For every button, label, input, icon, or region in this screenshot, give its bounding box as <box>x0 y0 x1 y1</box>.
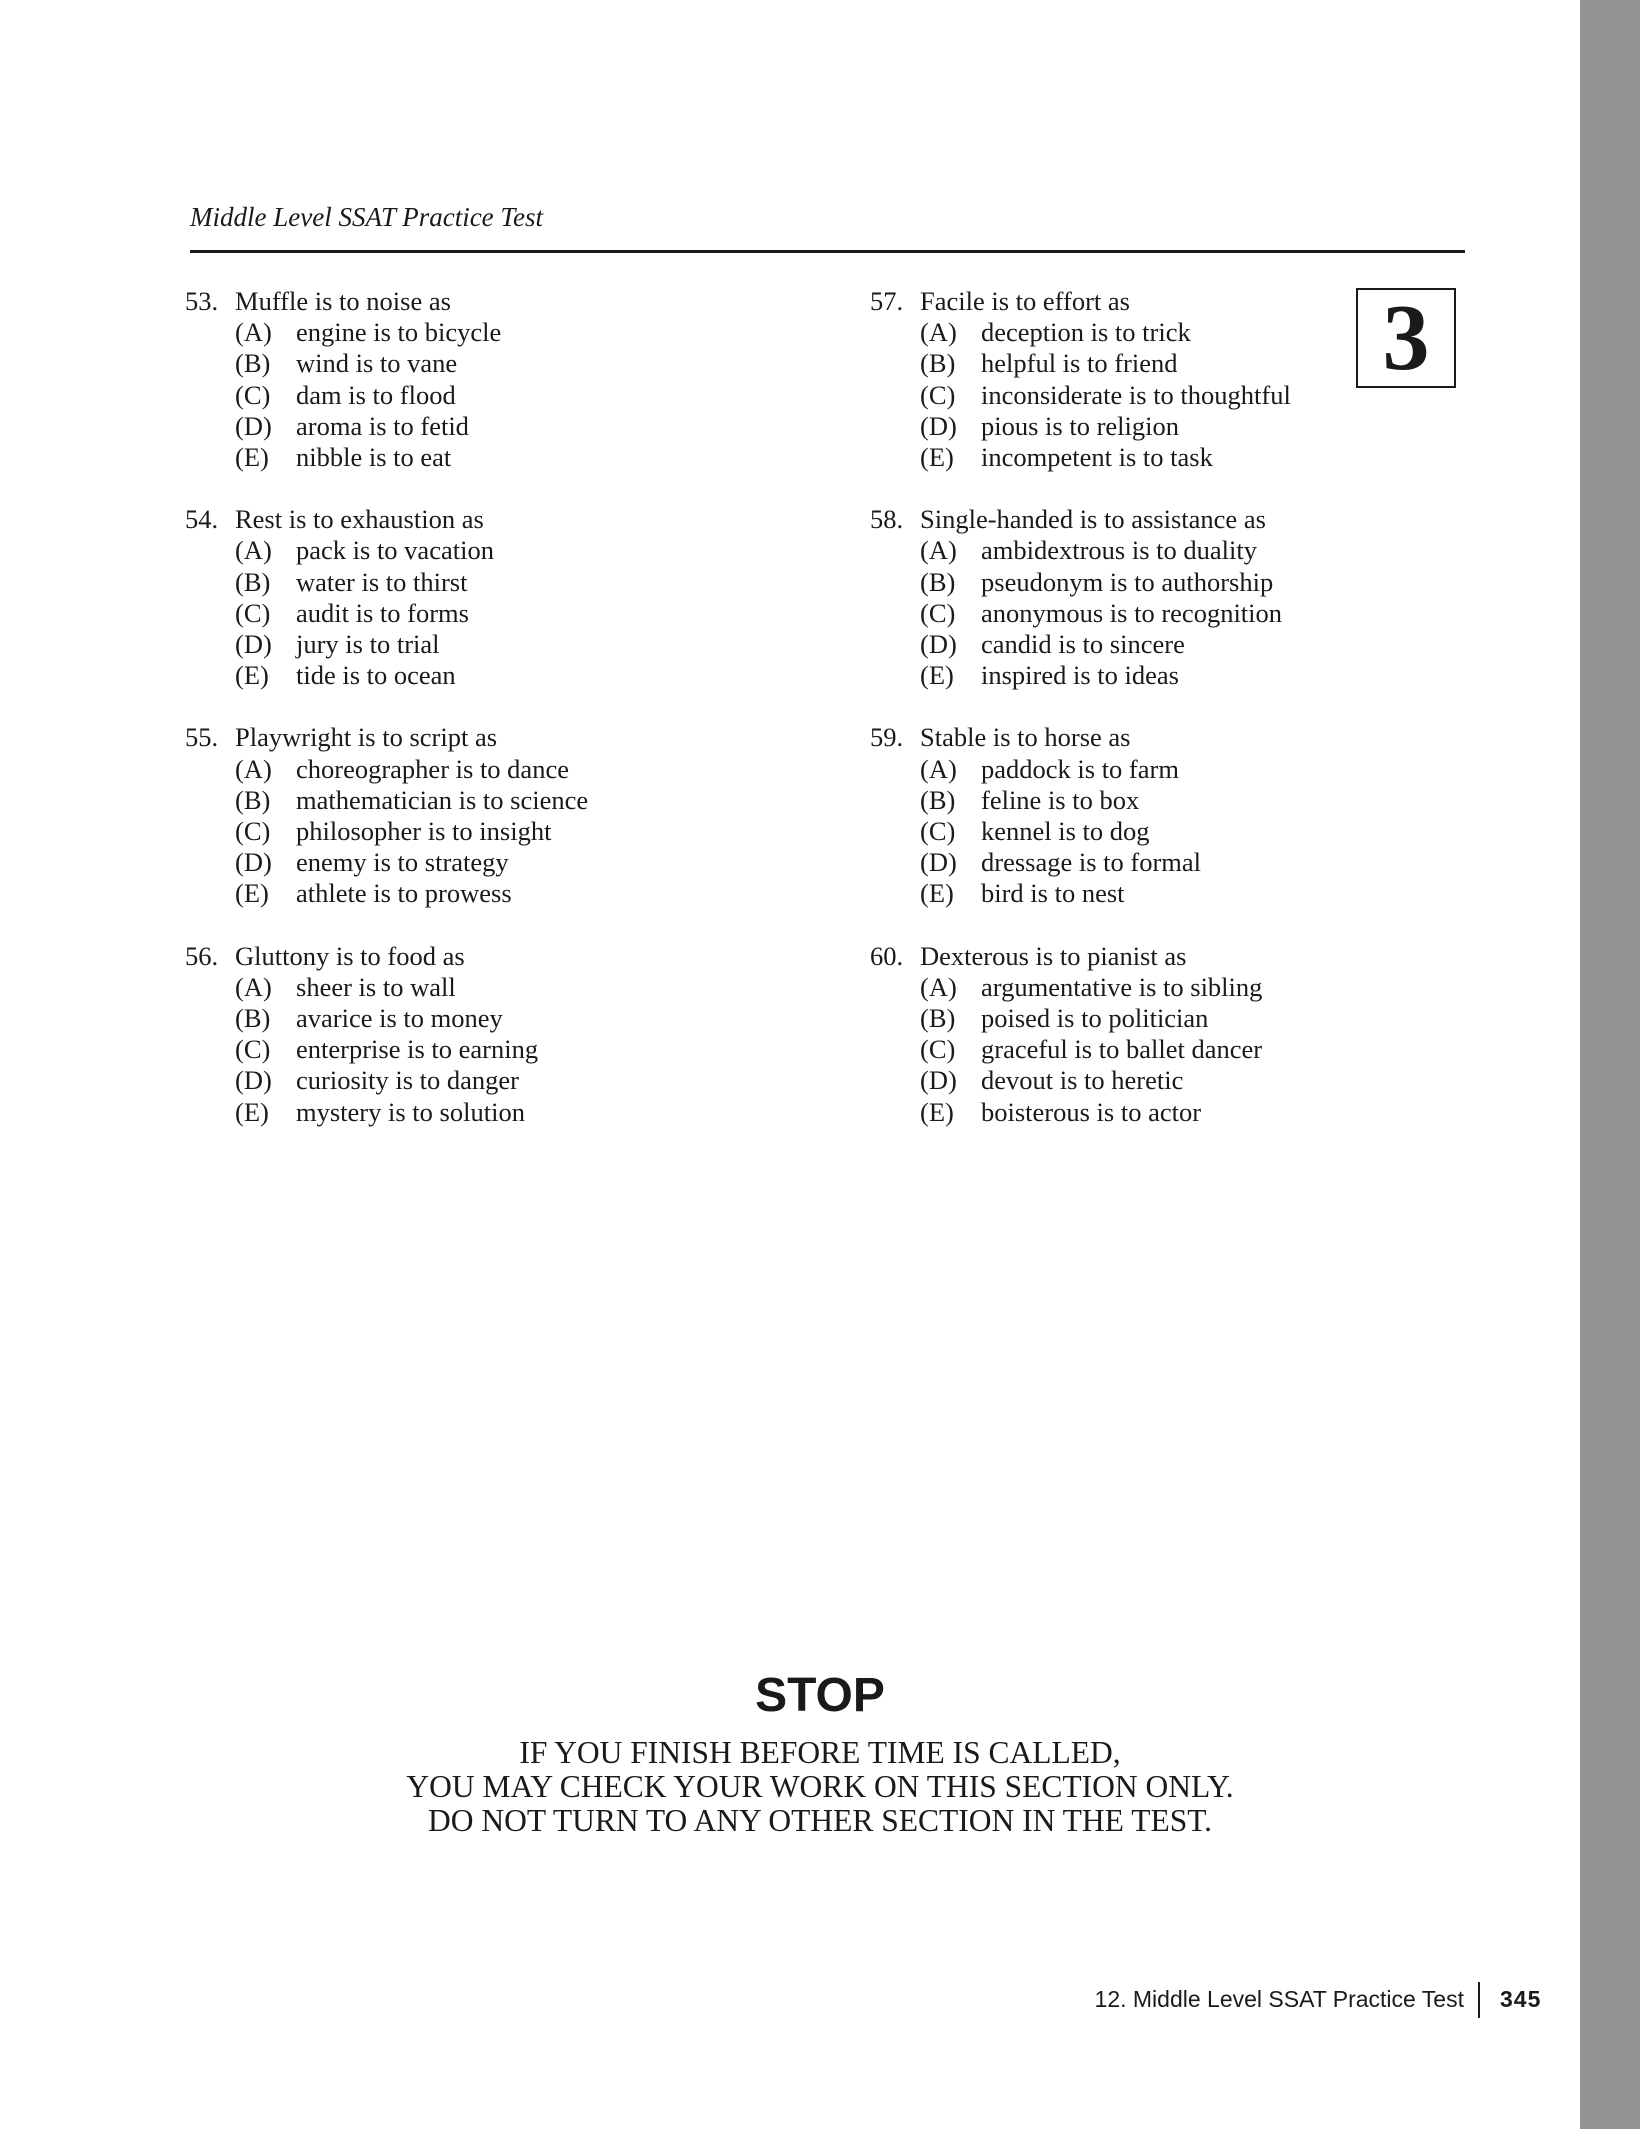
option-letter: (D) <box>235 410 272 441</box>
option-letter: (C) <box>235 1034 271 1065</box>
answer-option <box>185 411 825 442</box>
option-text: paddock is to farm <box>981 753 1179 784</box>
option-letter: (B) <box>920 348 956 379</box>
option-text: nibble is to eat <box>296 442 452 473</box>
answer-option <box>185 629 825 660</box>
question-stem-line <box>870 941 1510 972</box>
answer-option <box>870 1003 1510 1034</box>
footer-chapter-title: 12. Middle Level SSAT Practice Test <box>1094 1986 1464 2012</box>
option-text: wind is to vane <box>296 348 458 379</box>
answer-option <box>185 847 825 878</box>
answer-option <box>870 754 1510 785</box>
option-text: devout is to heretic <box>981 1065 1184 1096</box>
answer-option <box>870 660 1510 691</box>
option-text: philosopher is to insight <box>296 816 552 847</box>
option-letter: (C) <box>920 816 956 847</box>
option-text: pack is to vacation <box>296 535 494 566</box>
option-text: sheer is to wall <box>296 971 456 1002</box>
option-text: jury is to trial <box>296 629 440 660</box>
option-letter: (E) <box>920 878 954 909</box>
option-text: kennel is to dog <box>981 816 1150 847</box>
option-text: mystery is to solution <box>296 1096 525 1127</box>
answer-option <box>185 567 825 598</box>
question-number: 56. <box>185 940 219 971</box>
option-text: enemy is to strategy <box>296 847 509 878</box>
answer-option <box>870 411 1510 442</box>
stop-instruction-line-2: YOU MAY CHECK YOUR WORK ON THIS SECTION ONLY. <box>406 1769 1234 1804</box>
option-text: curiosity is to danger <box>296 1065 519 1096</box>
question-item <box>185 286 825 473</box>
option-text: bird is to nest <box>981 878 1125 909</box>
answer-option <box>185 598 825 629</box>
option-text: avarice is to money <box>296 1003 503 1034</box>
option-letter: (A) <box>235 753 272 784</box>
option-text: boisterous is to actor <box>981 1096 1202 1127</box>
answer-option <box>185 1065 825 1096</box>
question-number: 53. <box>185 286 219 316</box>
answer-option <box>185 317 825 348</box>
option-letter: (A) <box>235 535 272 566</box>
stop-title: STOP <box>755 1669 885 1722</box>
option-letter: (A) <box>920 535 957 566</box>
answer-option <box>870 878 1510 909</box>
option-text: deception is to trick <box>981 317 1191 348</box>
option-letter: (E) <box>235 1096 269 1127</box>
option-letter: (E) <box>920 442 954 473</box>
page-footer <box>1094 1982 1542 2018</box>
option-letter: (A) <box>920 317 957 348</box>
header-rule <box>190 250 1465 253</box>
option-letter: (B) <box>920 1003 956 1034</box>
option-text: dressage is to formal <box>981 847 1202 878</box>
option-text: athlete is to prowess <box>296 878 512 909</box>
question-column-right <box>870 286 1510 1159</box>
footer-divider <box>1478 1982 1480 2018</box>
answer-option <box>185 816 825 847</box>
option-text: aroma is to fetid <box>296 410 469 441</box>
answer-option <box>870 816 1510 847</box>
answer-option <box>185 348 825 379</box>
option-text: audit is to forms <box>296 597 469 628</box>
stop-instruction-line-3: DO NOT TURN TO ANY OTHER SECTION IN THE TEST. <box>427 1803 1212 1838</box>
answer-option <box>185 785 825 816</box>
option-text: inspired is to ideas <box>981 660 1179 691</box>
option-letter: (A) <box>920 753 957 784</box>
option-text: anonymous is to recognition <box>981 597 1283 628</box>
question-number: 58. <box>870 504 904 535</box>
answer-option <box>185 660 825 691</box>
question-stem-line <box>870 504 1510 535</box>
option-text: pious is to religion <box>981 410 1180 441</box>
answer-option <box>870 972 1510 1003</box>
answer-option <box>870 535 1510 566</box>
question-stem-line <box>185 941 825 972</box>
stop-instruction-line-1: IF YOU FINISH BEFORE TIME IS CALLED, <box>519 1735 1121 1770</box>
option-letter: (E) <box>235 442 269 473</box>
question-stem-line <box>870 722 1510 753</box>
answer-option <box>870 785 1510 816</box>
question-item <box>185 941 825 1128</box>
option-text: feline is to box <box>981 784 1140 815</box>
option-text: argumentative is to sibling <box>981 971 1263 1002</box>
question-item <box>185 504 825 691</box>
question-item <box>870 941 1510 1128</box>
question-stem: Muffle is to noise as <box>235 286 451 316</box>
option-letter: (E) <box>235 878 269 909</box>
option-letter: (A) <box>235 317 272 348</box>
answer-option <box>185 1003 825 1034</box>
option-text: engine is to bicycle <box>296 317 502 348</box>
answer-option <box>870 1034 1510 1065</box>
question-item <box>185 722 825 909</box>
question-stem-line <box>185 722 825 753</box>
option-letter: (D) <box>920 629 957 660</box>
option-letter: (E) <box>920 1096 954 1127</box>
question-item <box>870 722 1510 909</box>
answer-option <box>185 878 825 909</box>
answer-option <box>870 598 1510 629</box>
question-stem: Dexterous is to pianist as <box>920 940 1187 971</box>
option-text: poised is to politician <box>981 1003 1209 1034</box>
option-letter: (B) <box>920 566 956 597</box>
question-stem-line <box>870 286 1510 317</box>
option-text: tide is to ocean <box>296 660 456 691</box>
question-column-left <box>185 286 825 1159</box>
option-letter: (C) <box>235 379 271 410</box>
question-number: 54. <box>185 504 219 535</box>
option-text: water is to thirst <box>296 566 468 597</box>
question-number: 59. <box>870 722 904 753</box>
option-letter: (D) <box>235 1065 272 1096</box>
question-number: 55. <box>185 722 219 753</box>
question-stem: Playwright is to script as <box>235 722 498 753</box>
option-letter: (C) <box>235 816 271 847</box>
running-head: Middle Level SSAT Practice Test <box>190 202 543 232</box>
question-item <box>870 286 1510 473</box>
answer-option <box>870 442 1510 473</box>
answer-option <box>870 567 1510 598</box>
option-text: choreographer is to dance <box>296 753 569 784</box>
option-text: incompetent is to task <box>981 442 1213 473</box>
answer-option <box>870 348 1510 379</box>
section-number: 3 <box>1382 286 1430 390</box>
option-text: mathematician is to science <box>296 784 589 815</box>
answer-option <box>870 317 1510 348</box>
option-letter: (D) <box>235 629 272 660</box>
answer-option <box>185 1097 825 1128</box>
option-letter: (B) <box>235 566 271 597</box>
question-stem-line <box>185 504 825 535</box>
option-letter: (D) <box>920 847 957 878</box>
option-letter: (C) <box>920 1034 956 1065</box>
option-letter: (B) <box>235 1003 271 1034</box>
question-item <box>870 504 1510 691</box>
answer-option <box>870 629 1510 660</box>
option-text: pseudonym is to authorship <box>981 566 1274 597</box>
question-number: 57. <box>870 286 904 316</box>
answer-option <box>870 847 1510 878</box>
answer-option <box>870 380 1510 411</box>
question-stem: Single-handed is to assistance as <box>920 504 1266 535</box>
answer-option <box>870 1065 1510 1096</box>
option-letter: (B) <box>920 784 956 815</box>
page-number: 345 <box>1500 1986 1542 2012</box>
option-letter: (C) <box>920 597 956 628</box>
answer-option <box>870 1097 1510 1128</box>
answer-option <box>185 754 825 785</box>
option-letter: (C) <box>920 379 956 410</box>
question-stem-line <box>185 286 825 317</box>
option-text: helpful is to friend <box>981 348 1178 379</box>
option-letter: (E) <box>235 660 269 691</box>
question-stem: Facile is to effort as <box>920 286 1130 316</box>
question-stem: Stable is to horse as <box>920 722 1131 753</box>
option-letter: (B) <box>235 348 271 379</box>
option-letter: (A) <box>920 971 957 1002</box>
option-letter: (B) <box>235 784 271 815</box>
option-letter: (D) <box>920 1065 957 1096</box>
answer-option <box>185 442 825 473</box>
option-letter: (D) <box>920 410 957 441</box>
question-stem: Gluttony is to food as <box>235 940 465 971</box>
question-stem: Rest is to exhaustion as <box>235 504 484 535</box>
answer-option <box>185 972 825 1003</box>
option-text: dam is to flood <box>296 379 456 410</box>
option-letter: (E) <box>920 660 954 691</box>
option-letter: (D) <box>235 847 272 878</box>
option-text: inconsiderate is to thoughtful <box>981 379 1291 410</box>
option-text: enterprise is to earning <box>296 1034 539 1065</box>
answer-option <box>185 380 825 411</box>
option-text: graceful is to ballet dancer <box>981 1034 1263 1065</box>
answer-option <box>185 1034 825 1065</box>
option-text: ambidextrous is to duality <box>981 535 1258 566</box>
option-letter: (C) <box>235 597 271 628</box>
question-number: 60. <box>870 940 904 971</box>
option-letter: (A) <box>235 971 272 1002</box>
option-text: candid is to sincere <box>981 629 1185 660</box>
answer-option <box>185 535 825 566</box>
